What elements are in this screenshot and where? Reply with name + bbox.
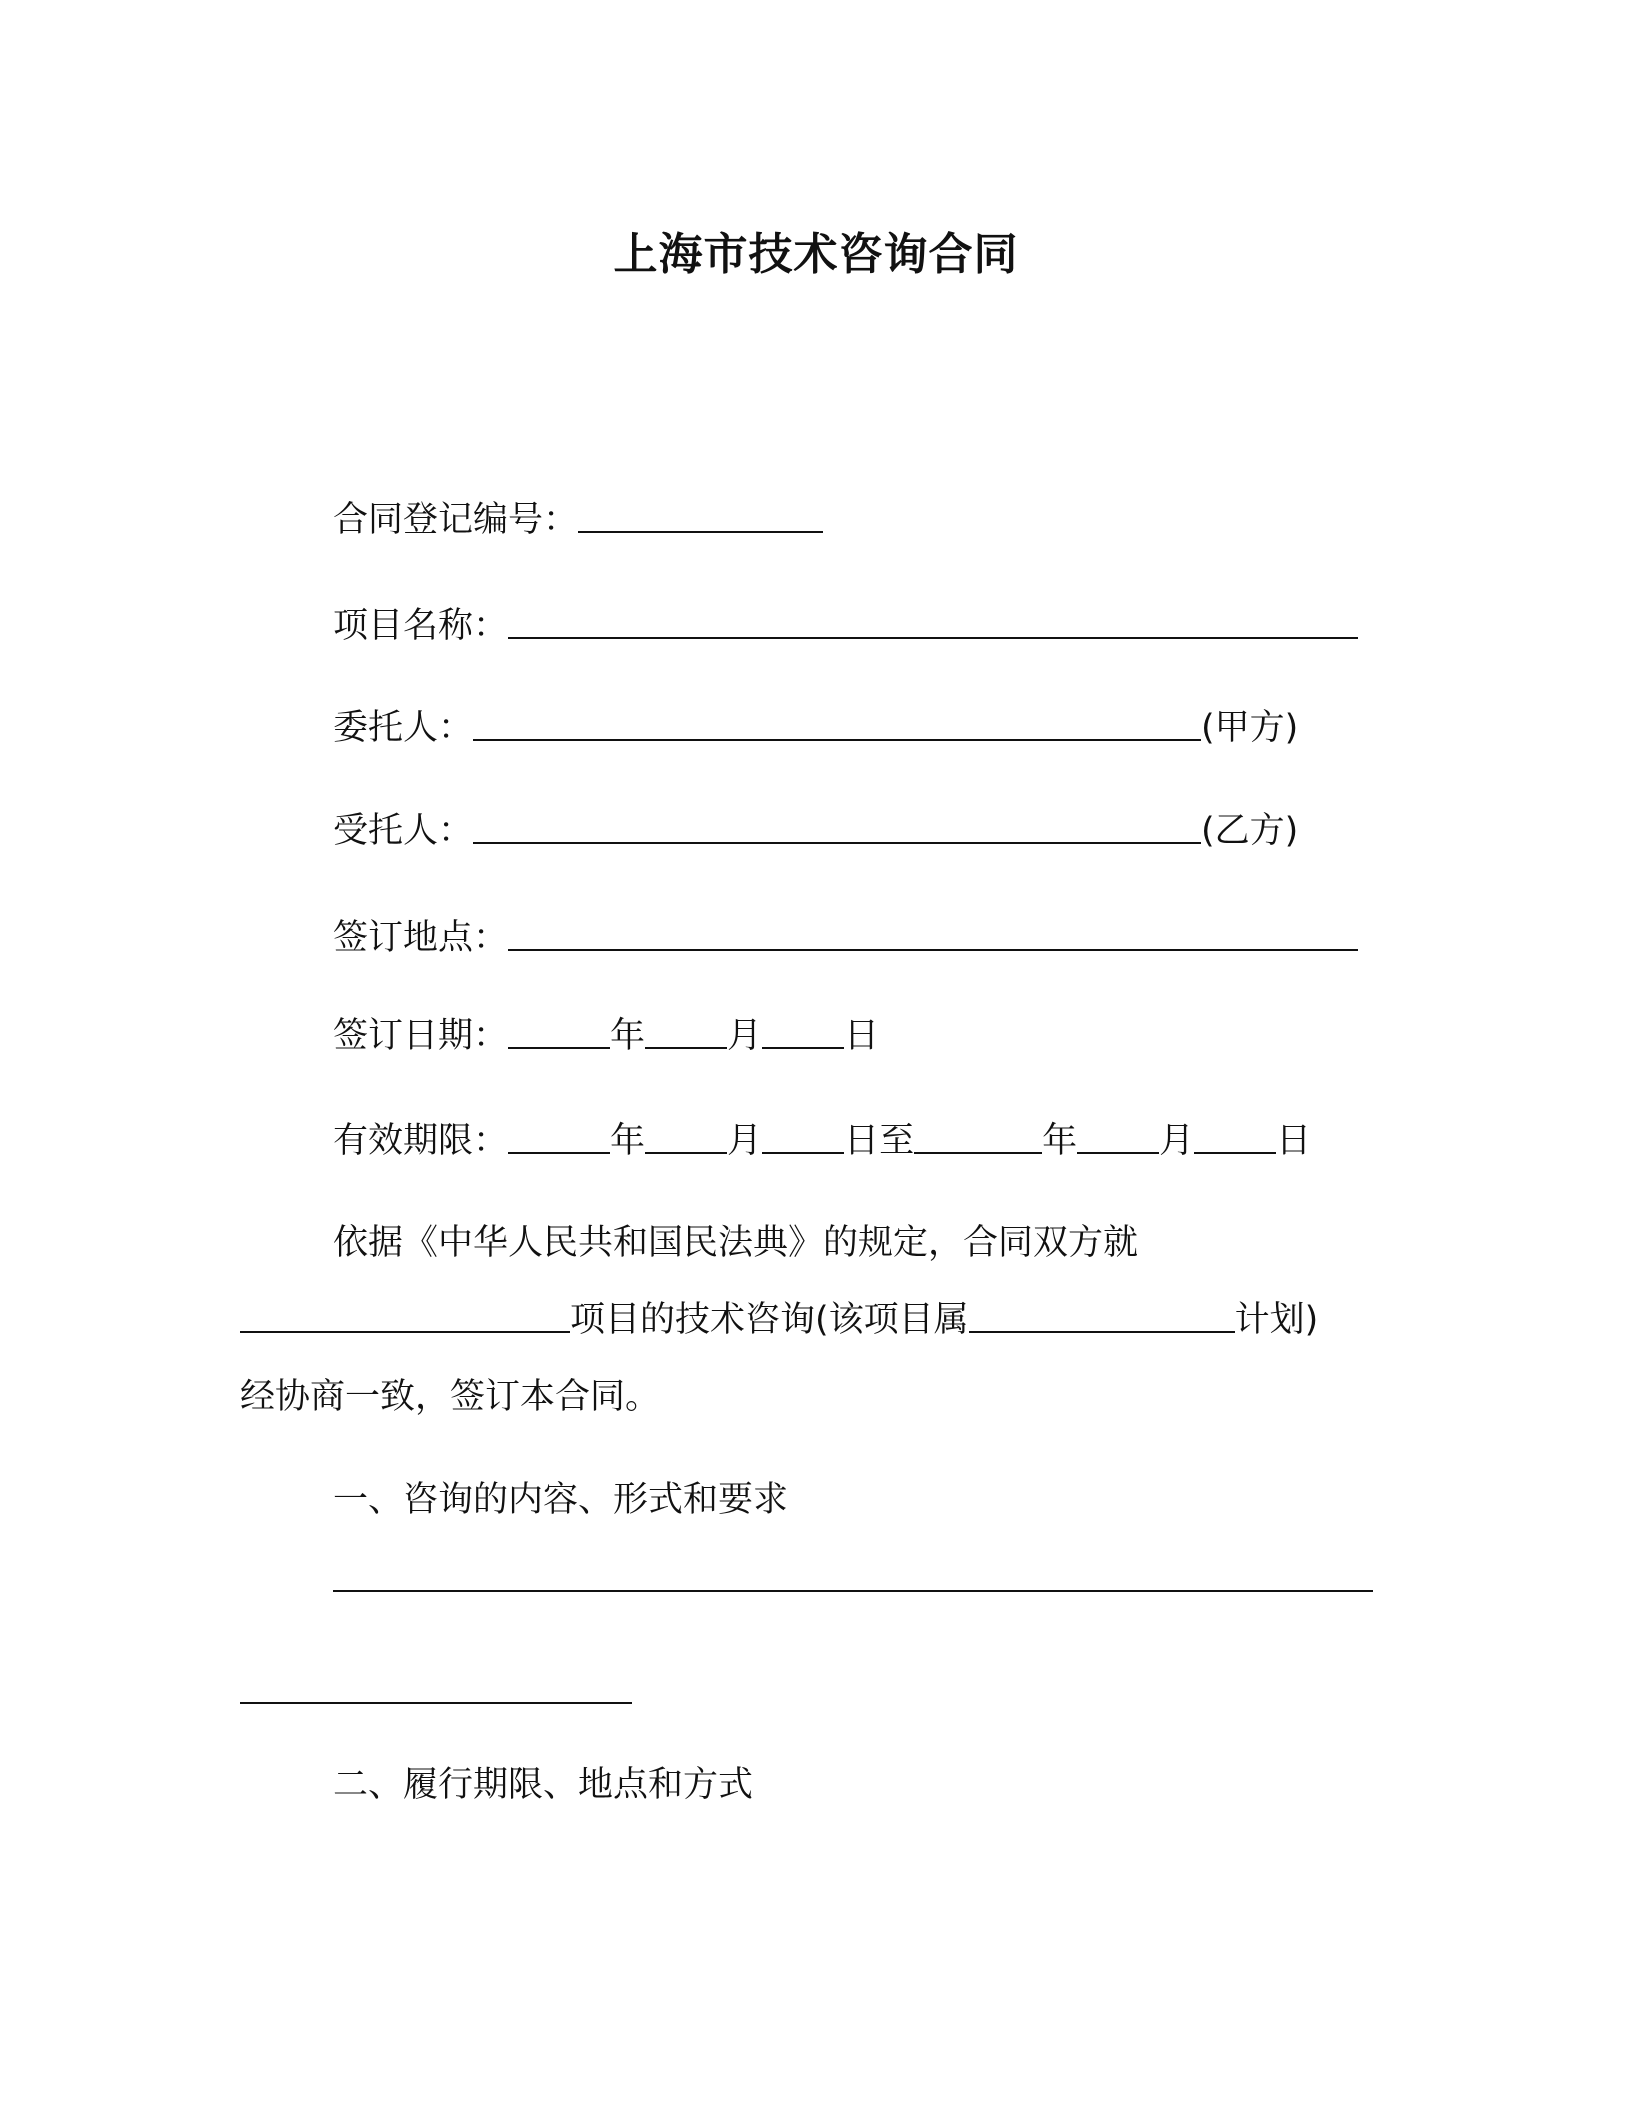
validity-end-year-blank[interactable] <box>914 1118 1042 1154</box>
preamble-line-1: 依据《中华人民共和国民法典》的规定，合同双方就 <box>333 1223 1139 1263</box>
sign-month-unit: 月 <box>727 1016 763 1056</box>
validity-label: 有效期限： <box>333 1121 509 1161</box>
contract-title: 上海市技术咨询合同 <box>613 229 1019 280</box>
section-1-content-blank-line-2[interactable] <box>240 1702 632 1704</box>
sign-day-blank[interactable] <box>762 1013 844 1049</box>
plan-blank[interactable] <box>969 1297 1235 1333</box>
sign-year-blank[interactable] <box>508 1013 610 1049</box>
preamble-line-2 <box>240 1295 1318 1345</box>
validity-to-word: 至 <box>879 1121 915 1161</box>
validity-start-month-blank[interactable] <box>645 1118 727 1154</box>
project-blank[interactable] <box>240 1297 570 1333</box>
client-label: 委托人： <box>333 708 474 748</box>
sign-day-unit: 日 <box>844 1016 880 1056</box>
validity-start-day-unit: 日 <box>844 1121 880 1161</box>
validity-end-day-blank[interactable] <box>1194 1118 1276 1154</box>
preamble-plan-text: 计划) <box>1234 1300 1319 1340</box>
registration-number-blank[interactable] <box>578 497 823 533</box>
section-1-heading: 一、咨询的内容、形式和要求 <box>333 1480 789 1520</box>
validity-start-month-unit: 月 <box>727 1121 763 1161</box>
sign-date-label: 签订日期： <box>333 1016 509 1056</box>
consultant-label: 受托人： <box>333 811 474 851</box>
client-row <box>333 703 1298 753</box>
sign-date-row <box>333 1011 879 1061</box>
project-name-label: 项目名称： <box>333 606 509 646</box>
validity-end-year-unit: 年 <box>1042 1121 1078 1161</box>
validity-start-year-unit: 年 <box>610 1121 646 1161</box>
client-party-suffix: (甲方) <box>1201 708 1299 748</box>
project-name-row <box>333 601 1358 651</box>
client-blank[interactable] <box>473 705 1201 741</box>
validity-end-month-blank[interactable] <box>1077 1118 1159 1154</box>
section-2-heading: 二、履行期限、地点和方式 <box>333 1765 754 1805</box>
sign-place-blank[interactable] <box>508 915 1358 951</box>
registration-number-row <box>333 495 823 545</box>
consultant-row <box>333 806 1298 856</box>
validity-end-month-unit: 月 <box>1159 1121 1195 1161</box>
validity-end-day-unit: 日 <box>1276 1121 1312 1161</box>
consultant-party-suffix: (乙方) <box>1201 811 1299 851</box>
validity-row <box>333 1116 1311 1166</box>
consultant-blank[interactable] <box>473 808 1201 844</box>
preamble-line-3: 经协商一致，签订本合同。 <box>240 1377 661 1417</box>
sign-place-row <box>333 913 1358 963</box>
project-name-blank[interactable] <box>508 603 1358 639</box>
section-1-content-blank-line-1[interactable] <box>333 1590 1373 1592</box>
registration-number-label: 合同登记编号： <box>333 500 579 540</box>
validity-start-day-blank[interactable] <box>762 1118 844 1154</box>
validity-start-year-blank[interactable] <box>508 1118 610 1154</box>
sign-place-label: 签订地点： <box>333 918 509 958</box>
sign-month-blank[interactable] <box>645 1013 727 1049</box>
preamble-project-text: 项目的技术咨询(该项目属 <box>570 1300 969 1340</box>
sign-year-unit: 年 <box>610 1016 646 1056</box>
